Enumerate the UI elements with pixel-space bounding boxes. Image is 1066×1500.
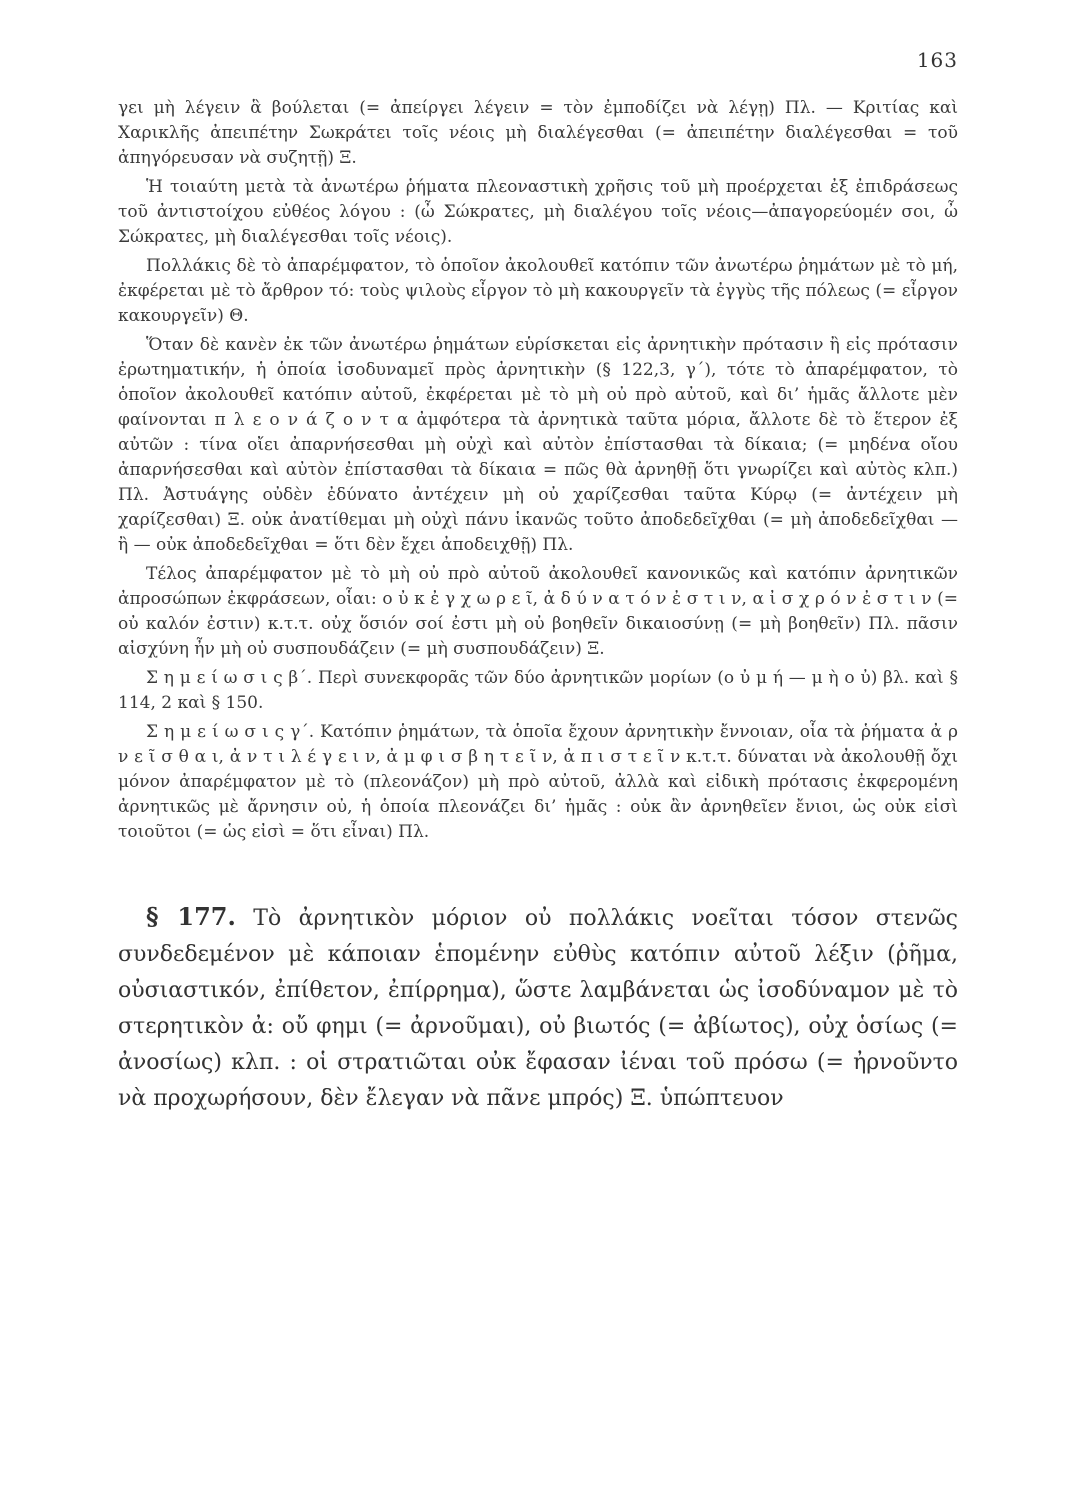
section-177: [118, 899, 958, 1117]
page-body: [118, 96, 958, 1139]
paragraph: Ἡ τοιαύτη μετὰ τὰ ἀνωτέρω ῥήματα πλεοναστικὴ χρῆσις τοῦ μὴ προέρχεται ἐξ ἐπιδράσεως τοῦ ἀντιστοίχου εὐθέος λόγου : (ὦ Σώκρατες, μὴ διαλέγου τοῖς νέοις—ἀπαγορεύομέν σοι, ὦ Σώκρατες, μὴ διαλέγεσθαι τοῖς νέοις).: [118, 177, 958, 247]
note-gamma: Σ η μ ε ί ω σ ι ς γ΄. Κατόπιν ῥημάτων, τὰ ὁποῖα ἔχουν ἀρνητικὴν ἔννοιαν, οἷα τὰ ῥήματα ἀ ρ ν ε ῖ σ θ α ι, ἀ ν τ ι λ έ γ ε ι ν, ἀ μ φ ι σ β η τ ε ῖ ν, ἀ π ι σ τ ε ῖ ν κ.τ.τ. δύναται νὰ ἀκολουθῇ ὄχι μόνον ἀπαρέμφατον μὲ τὸ (πλεονάζον) μὴ πρὸ αὐτοῦ, ἀλλὰ καὶ εἰδικὴ πρότασις ἐκφερομένη ἀρνητικῶς μὲ ἄρνησιν οὐ, ἡ ὁποία πλεονάζει δι’ ἡμᾶς : οὐκ ἂν ἀρνηθεῖεν ἔνιοι, ὡς οὐκ εἰσὶ τοιοῦτοι (= ὡς εἰσὶ = ὅτι εἶναι) Πλ.: [118, 722, 958, 842]
page-number: 163: [916, 48, 958, 72]
paragraph: Πολλάκις δὲ τὸ ἀπαρέμφατον, τὸ ὁποῖον ἀκολουθεῖ κατόπιν τῶν ἀνωτέρω ῥημάτων μὲ τὸ μή, ἐκφέρεται μὲ τὸ ἄρθρον τό: τοὺς ψιλοὺς εἶργον τὸ μὴ κακουργεῖν τὰ ἐγγὺς τῆς πόλεως (= εἶργον κακουργεῖν) Θ.: [118, 256, 958, 326]
paragraph: γει μὴ λέγειν ἃ βούλεται (= ἀπείργει λέγειν = τὸν ἐμποδίζει νὰ λέγῃ) Πλ. — Κριτίας καὶ Χαρικλῆς ἀπειπέτην Σωκράτει τοῖς νέοις μὴ διαλέγεσθαι (= ἀπειπέτην διαλέγεσθαι = τοῦ ἀπηγόρευσαν νὰ συζητῇ) Ξ.: [118, 98, 958, 168]
paragraph: Τέλος ἀπαρέμφατον μὲ τὸ μὴ οὐ πρὸ αὐτοῦ ἀκολουθεῖ κανονικῶς καὶ κατόπιν ἀρνητικῶν ἀπροσώπων ἐκφράσεων, οἷαι: ο ὐ κ ἐ γ χ ω ρ ε ῖ, ἀ δ ύ ν α τ ό ν ἐ σ τ ι ν, α ἰ σ χ ρ ό ν ἐ σ τ ι ν (= οὐ καλόν ἐστιν) κ.τ.τ. οὐχ ὅσιόν σοί ἐστι μὴ οὐ βοηθεῖν δικαιοσύνῃ (= μὴ βοηθεῖν) Πλ. πᾶσιν αἰσχύνη ἦν μὴ οὐ συσπουδάζειν (= μὴ συσπουδάζειν) Ξ.: [118, 564, 958, 659]
paragraph: Ὅταν δὲ κανὲν ἐκ τῶν ἀνωτέρω ῥημάτων εὑρίσκεται εἰς ἀρνητικὴν πρότασιν ἢ εἰς πρότασιν ἐρωτηματικήν, ἡ ὁποία ἰσοδυναμεῖ πρὸς ἀρνητικὴν (§ 122,3, γ΄), τότε τὸ ἀπαρέμφατον, τὸ ὁποῖον ἀκολουθεῖ κατόπιν αὐτοῦ, ἐκφέρεται μὲ τὸ μὴ οὐ πρὸ αὐτοῦ, καὶ δι’ ἡμᾶς ἄλλοτε μὲν φαίνονται π λ ε ο ν ά ζ ο ν τ α ἀμφότερα τὰ ἀρνητικὰ ταῦτα μόρια, ἄλλοτε δὲ τὸ ἕτερον ἐξ αὐτῶν : τίνα οἴει ἀπαρνήσεσθαι μὴ οὐχὶ καὶ αὐτὸν ἐπίστασθαι τὰ δίκαια; (= μηδένα οἴου ἀπαρνήσεσθαι καὶ αὐτὸν ἐπίστασθαι τὰ δίκαια = πῶς θὰ ἀρνηθῇ ὅτι γνωρίζει καὶ αὐτὸς κλπ.) Πλ. Ἀστυάγης οὐδὲν ἐδύνατο ἀντέχειν μὴ οὐ χαρίζεσθαι ταῦτα Κύρῳ (= ἀντέχειν μὴ χαρίζεσθαι) Ξ. οὐκ ἀνατίθεμαι μὴ οὐχὶ πάνυ ἱκανῶς τοῦτο ἀποδεδεῖχθαι (= μὴ ἀποδεδεῖχθαι — ἢ — οὐκ ἀποδεδεῖχθαι = ὅτι δὲν ἔχει ἀποδειχθῇ) Πλ.: [118, 335, 958, 555]
section-number: § 177.: [146, 902, 236, 931]
section-text: Τὸ ἀρνητικὸν μόριον οὐ πολλάκις νοεῖται τόσον στενῶς συνδεδεμένον μὲ κάποιαν ἑπομένην εὐθὺς κατόπιν αὐτοῦ λέξιν (ῥῆμα, οὐσιαστικόν, ἐπίθετον, ἐπίρρημα), ὥστε λαμβάνεται ὡς ἰσοδύναμον μὲ τὸ στερητικὸν ἀ: οὔ φημι (= ἀρνοῦμαι), οὐ βιωτός (= ἀβίωτος), οὐχ ὁσίως (= ἀνοσίως) κλπ. : οἱ στρατιῶται οὐκ ἔφασαν ἰέναι τοῦ πρόσω (= ἠρνοῦντο νὰ προχωρήσουν, δὲν ἔλεγαν νὰ πᾶνε μπρός) Ξ. ὑπώπτευον: [118, 906, 959, 1111]
note-beta: Σ η μ ε ί ω σ ι ς β΄. Περὶ συνεκφορᾶς τῶν δύο ἀρνητικῶν μορίων (ο ὐ μ ή — μ ὴ ο ὐ) βλ. καὶ § 114, 2 καὶ § 150.: [118, 668, 958, 713]
